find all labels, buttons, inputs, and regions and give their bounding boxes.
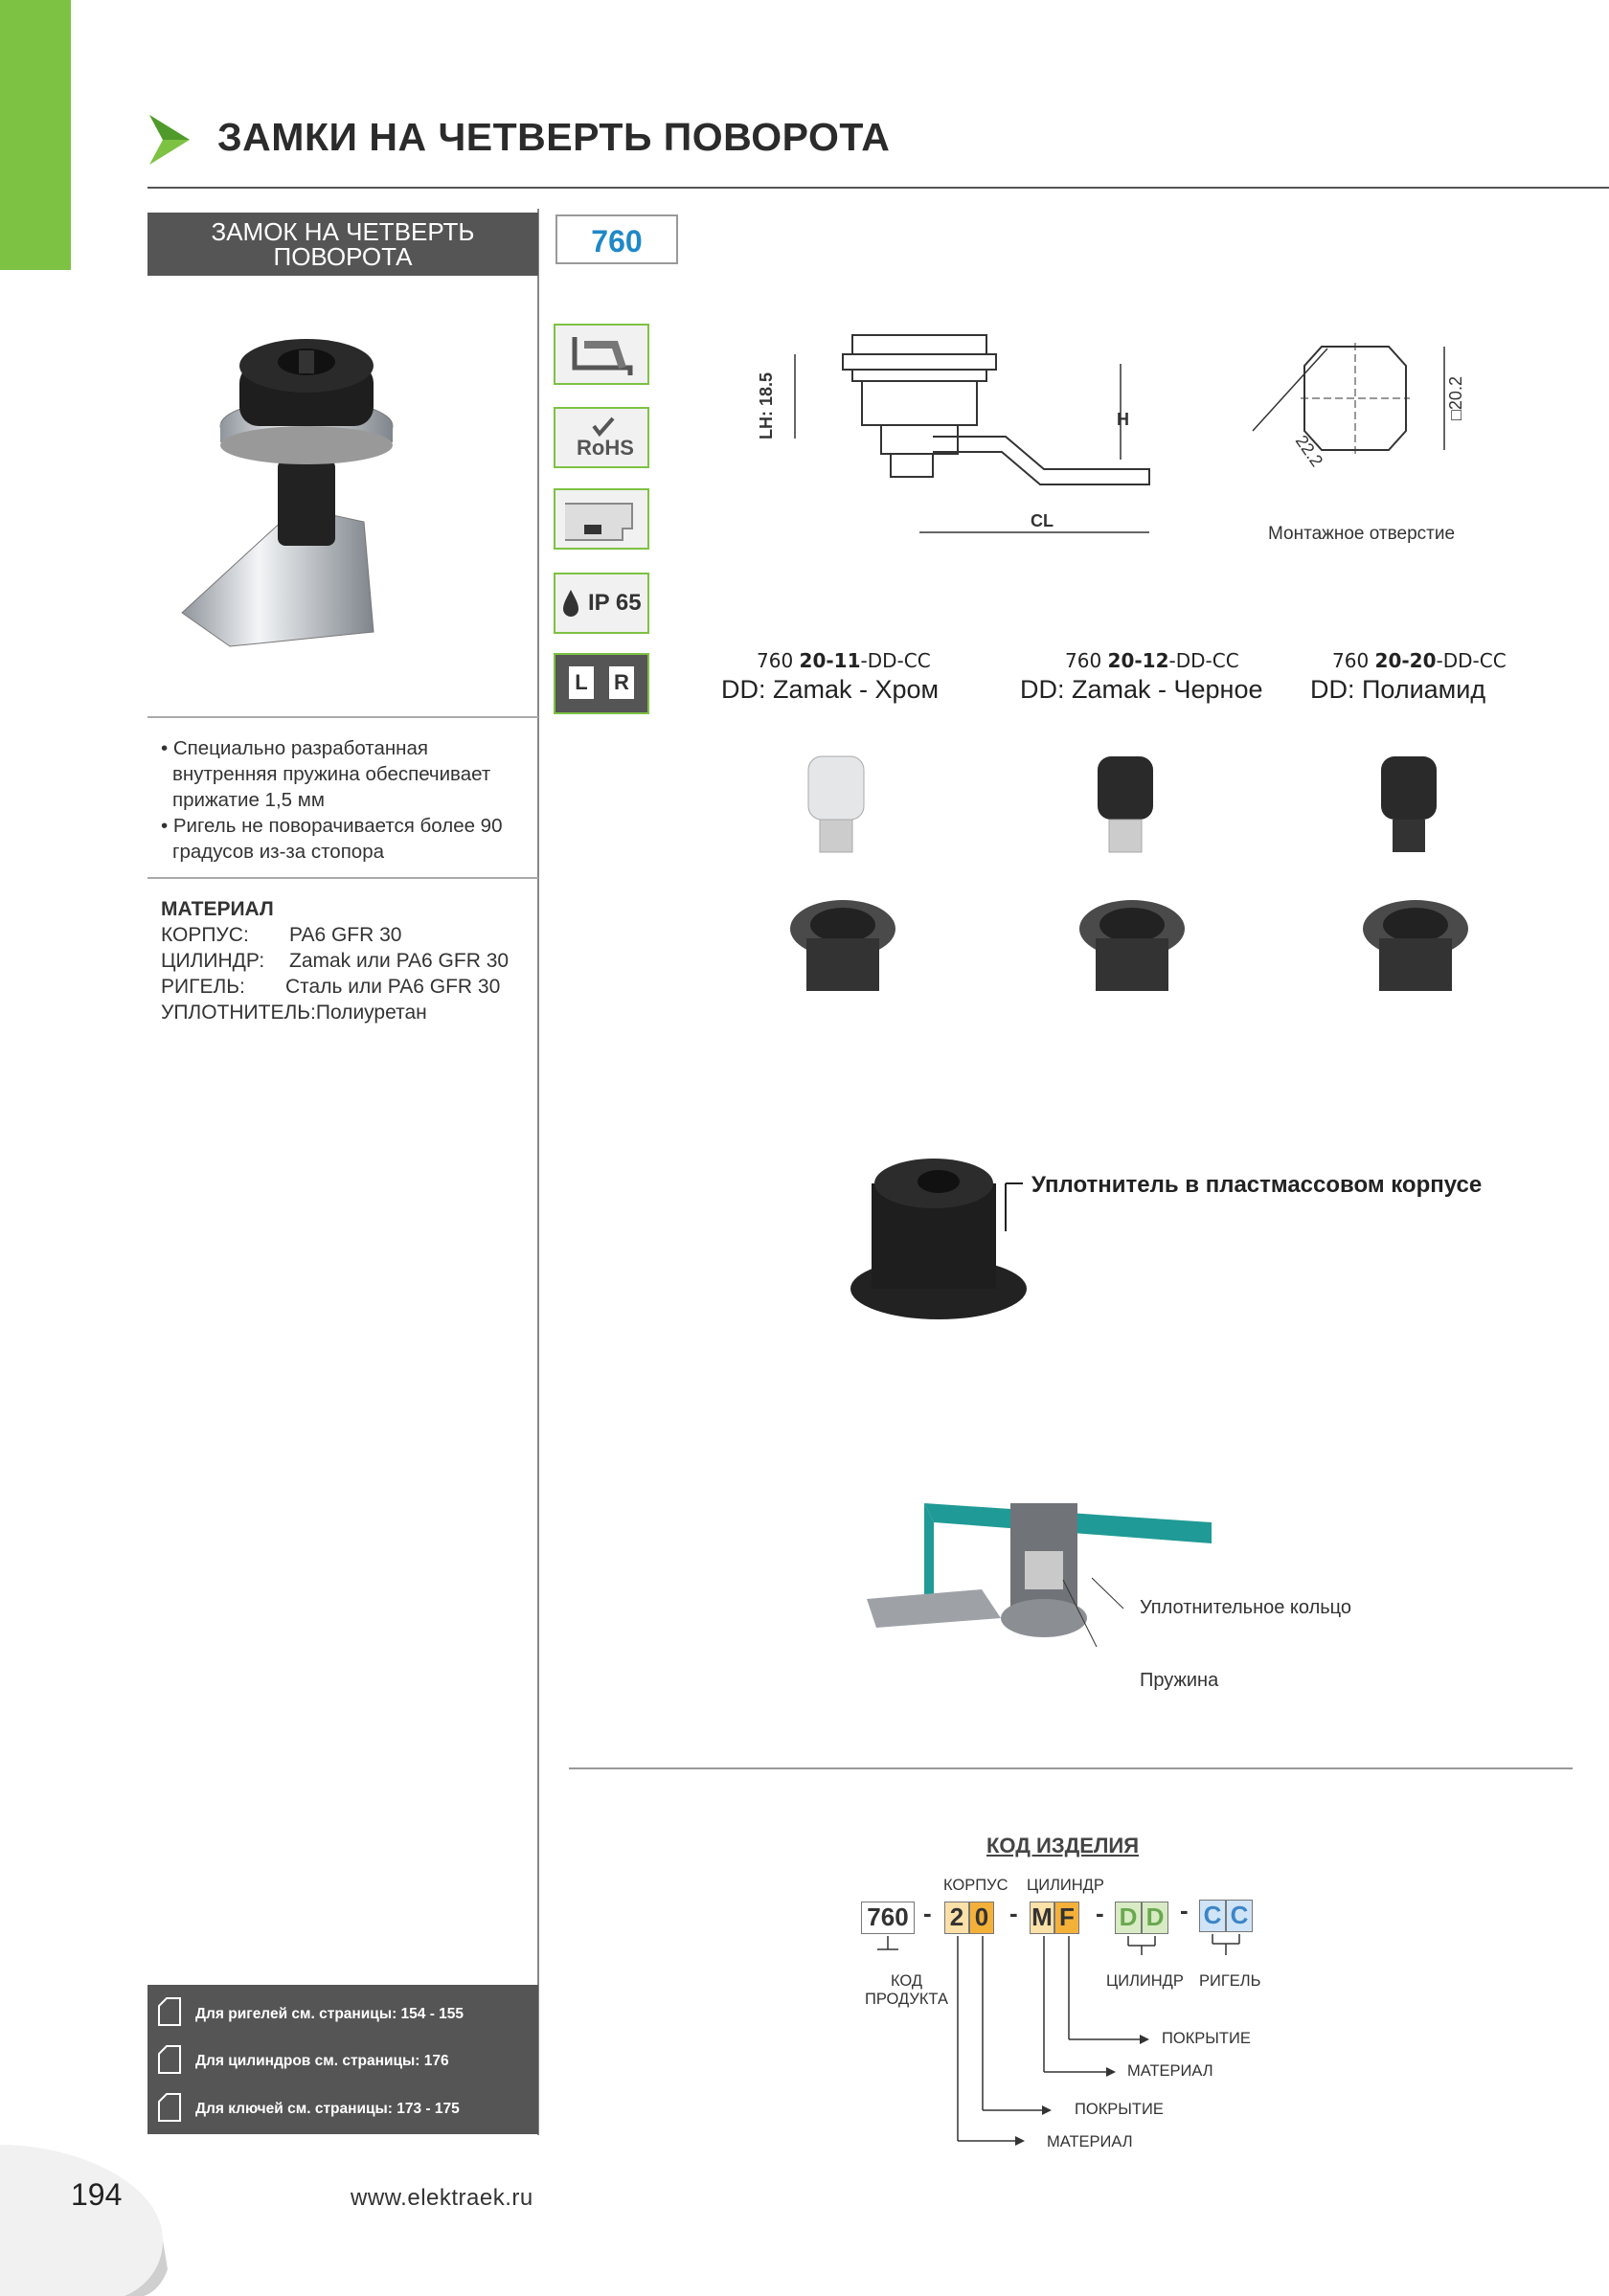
reference-keys: Для ключей см. страницы: 173 - 175 [195, 2101, 460, 2117]
website-link[interactable]: www.elektraek.ru [351, 2185, 533, 2211]
title-divider [147, 187, 1609, 189]
lh-dimension: LH: 18.5 [757, 371, 776, 440]
code-box-korpus-coating: 0 [969, 1902, 994, 1934]
code-dash: - [923, 1899, 932, 1927]
code-box-cc-2: C [1226, 1900, 1253, 1932]
page-title: ЗАМКИ НА ЧЕТВЕРТЬ ПОВОРОТА [217, 115, 891, 159]
divider [147, 716, 538, 718]
code-box-cilindr-coating: F [1054, 1902, 1079, 1934]
material-row: УПЛОТНИТЕЛЬ:Полиуретан [161, 1002, 427, 1024]
product-name-line2: ПОВОРОТА [273, 242, 413, 271]
variant-desc-2: DD: Zamak - Черное [1020, 675, 1263, 704]
rohs-label: RoHS [577, 436, 634, 460]
panel-thickness-icon [554, 488, 649, 550]
variant-code-3: 760 20-20-DD-CC [1332, 649, 1507, 672]
panel-mount-icon [554, 324, 649, 385]
right-label: R [609, 666, 634, 699]
feature-line: • Ригель не поворачивается более 90 [161, 815, 503, 837]
cilindr-bottom-label: ЦИЛИНДР [1106, 1972, 1184, 1990]
section-color-tab [0, 0, 71, 270]
code-box-cc-1: C [1199, 1900, 1226, 1932]
cilindr-coating-label: ПОКРЫТИЕ [1162, 2030, 1251, 2047]
h-dimension: H [1117, 410, 1129, 429]
feature-line: градусов из-за стопора [172, 841, 385, 863]
seal-label: Уплотнитель в пластмассовом корпусе [1031, 1172, 1483, 1198]
ip65-icon [554, 573, 649, 634]
kod-produkta-label: КОД ПРОДУКТА [865, 1972, 948, 2008]
rigel-label: РИГЕЛЬ [1199, 1972, 1261, 1990]
feature-line: • Специально разработанная [161, 737, 429, 759]
cutaway-image [867, 1474, 1221, 1666]
column-divider [537, 209, 539, 2135]
material-section [161, 896, 509, 1025]
cilindr-material-label: МАТЕРИАЛ [1127, 2062, 1213, 2080]
cylinder-black-image [1075, 747, 1190, 1015]
reference-rigel: Для ригелей см. страницы: 154 - 155 [195, 2006, 465, 2022]
material-row: КОРПУС: PA6 GFR 30 [161, 924, 402, 946]
korpus-coating-label: ПОКРЫТИЕ [1075, 2101, 1164, 2118]
product-code-title: КОД ИЗДЕЛИЯ [986, 1834, 1140, 1857]
code-dash: - [1009, 1899, 1018, 1927]
variant-desc-3: DD: Полиамид [1310, 675, 1486, 704]
material-row: ЦИЛИНДР: Zamak или PA6 GFR 30 [161, 950, 510, 972]
page-references-box [147, 1985, 538, 2134]
cylinder-chrome-image [785, 747, 900, 1015]
page-icon [157, 2092, 182, 2123]
code-dash: - [1180, 1896, 1189, 1925]
hole-square-dimension: □20.2 [1446, 376, 1465, 420]
reference-cilindr: Для цилиндров см. страницы: 176 [195, 2053, 449, 2069]
seal-ring-label: Уплотнительное кольцо [1140, 1597, 1352, 1618]
page-icon [157, 2044, 182, 2075]
material-row: РИГЕЛЬ: Сталь или PA6 GFR 30 [161, 976, 501, 998]
code-box-dd-2: D [1142, 1902, 1168, 1934]
product-name-box [147, 213, 538, 276]
feature-line: прижатие 1,5 мм [172, 789, 325, 811]
code-box-korpus-material: 2 [944, 1902, 969, 1934]
variant-code-2: 760 20-12-DD-CC [1065, 649, 1239, 672]
divider [147, 877, 538, 879]
lock-product-image [172, 316, 488, 670]
features-list [161, 735, 534, 865]
seal-image [843, 1145, 1034, 1327]
variant-desc-1: DD: Zamak - Хром [721, 675, 940, 704]
mounting-hole-caption: Монтажное отверстие [1268, 524, 1456, 544]
ip65-label: IP 65 [588, 590, 642, 616]
divider [569, 1767, 1573, 1769]
material-header: МАТЕРИАЛ [161, 898, 274, 920]
code-box-cilindr-material: M [1030, 1902, 1054, 1934]
korpus-label: КОРПУС [943, 1877, 1008, 1894]
technical-drawing [757, 326, 1178, 546]
spring-label: Пружина [1140, 1670, 1219, 1691]
code-box-dd-1: D [1115, 1902, 1142, 1934]
left-label: L [569, 666, 594, 699]
code-box-product: 760 [861, 1902, 915, 1934]
left-right-icon [554, 653, 649, 714]
code-dash: - [1096, 1899, 1104, 1927]
mounting-hole-drawing [1235, 335, 1475, 488]
feature-line: внутренняя пружина обеспечивает [172, 763, 491, 785]
page-icon [157, 1996, 182, 2027]
product-code-box: 760 [555, 214, 678, 264]
product-name-line1: ЗАМОК НА ЧЕТВЕРТЬ [211, 217, 475, 246]
hole-diagonal-dimension: 22.2 [1291, 431, 1327, 471]
cilindr-top-label: ЦИЛИНДР [1027, 1877, 1104, 1894]
rohs-icon [554, 407, 649, 468]
variant-code-1: 760 20-11-DD-CC [757, 649, 931, 672]
cylinder-polyamide-image [1358, 747, 1473, 1015]
chevron-arrow-icon [147, 113, 193, 167]
page-number: 194 [71, 2177, 123, 2212]
korpus-material-label: МАТЕРИАЛ [1047, 2133, 1133, 2150]
cl-dimension: CL [1031, 511, 1054, 530]
